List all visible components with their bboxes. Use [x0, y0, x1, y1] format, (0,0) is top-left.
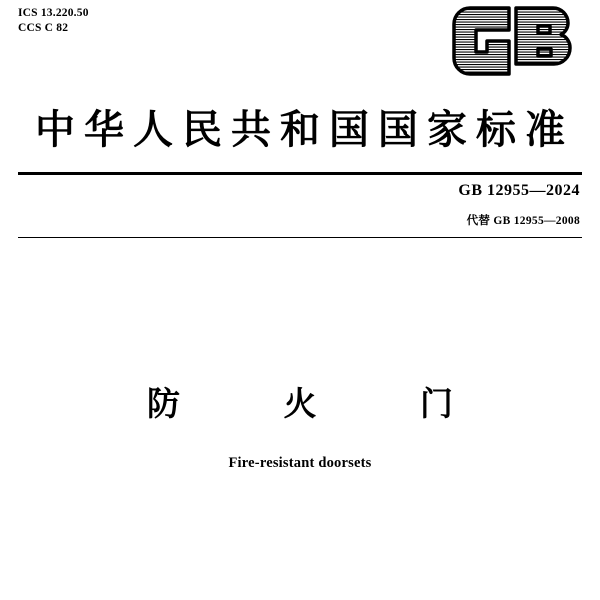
gb-logo-icon: [450, 4, 580, 78]
standard-number: GB 12955—2024: [458, 182, 580, 199]
page-title: 中华人民共和国国家标准: [35, 106, 574, 153]
divider-thick: [18, 172, 582, 175]
standard-subject-en: Fire-resistant doorsets: [228, 455, 372, 471]
standard-subject-cn: 防 火 门: [147, 384, 499, 423]
ccs-code: CCS C 82: [18, 22, 69, 34]
classification-codes: [18, 6, 89, 36]
ics-code: ICS 13.220.50: [18, 7, 89, 19]
standard-replaces: 代替 GB 12955—2008: [466, 215, 580, 227]
divider-thin: [18, 237, 582, 238]
